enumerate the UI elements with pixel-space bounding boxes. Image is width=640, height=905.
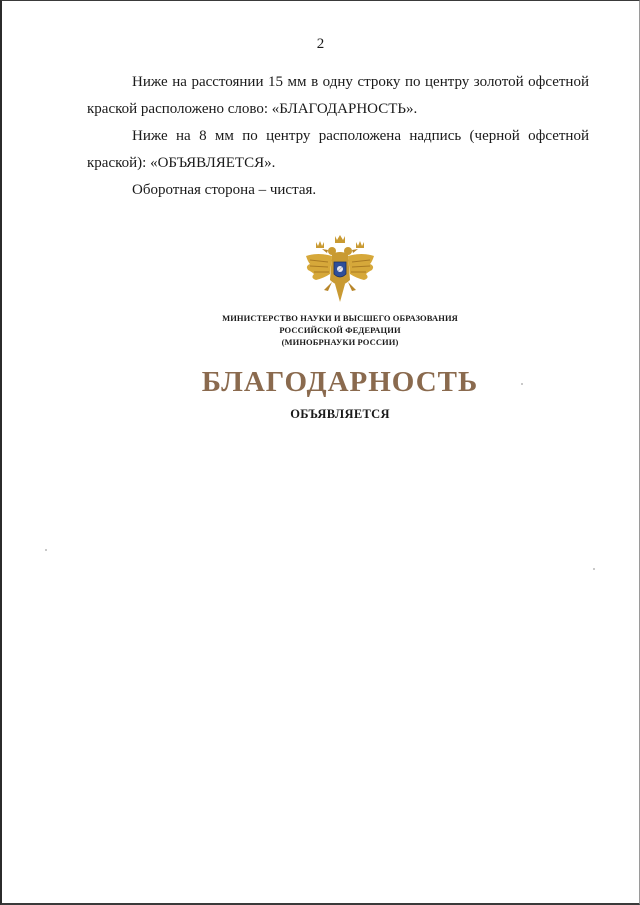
- double-headed-eagle-icon: [302, 234, 378, 306]
- page-number: 2: [316, 36, 325, 52]
- ministry-line-1: МИНИСТЕРСТВО НАУКИ И ВЫСШЕГО ОБРАЗОВАНИЯ: [222, 313, 458, 323]
- ministry-line-3: (МИНОБРНАУКИ РОССИИ): [281, 337, 399, 347]
- ministry-name: [2, 312, 640, 348]
- gratitude-heading: БЛАГОДАРНОСТЬ: [201, 366, 479, 398]
- body-text: [87, 69, 589, 204]
- paragraph-gratitude-position: Ниже на расстоянии 15 мм в одну строку по центру золотой офсетной краской расположено слово: «БЛАГОДАРНОСТЬ».: [87, 74, 589, 117]
- scan-speck: [45, 549, 47, 551]
- scan-speck: [593, 568, 595, 570]
- ministry-line-2: РОССИЙСКОЙ ФЕДЕРАЦИИ: [279, 325, 401, 335]
- announced-subheading: ОБЪЯВЛЯЕТСЯ: [290, 407, 390, 421]
- paragraph-announced-position: Ниже на 8 мм по центру расположена надпись (черной офсетной краской): «ОБЪЯВЛЯЕТСЯ».: [87, 128, 589, 171]
- scan-speck: [521, 383, 523, 385]
- paragraph-reverse-side: Оборотная сторона – чистая.: [132, 182, 317, 198]
